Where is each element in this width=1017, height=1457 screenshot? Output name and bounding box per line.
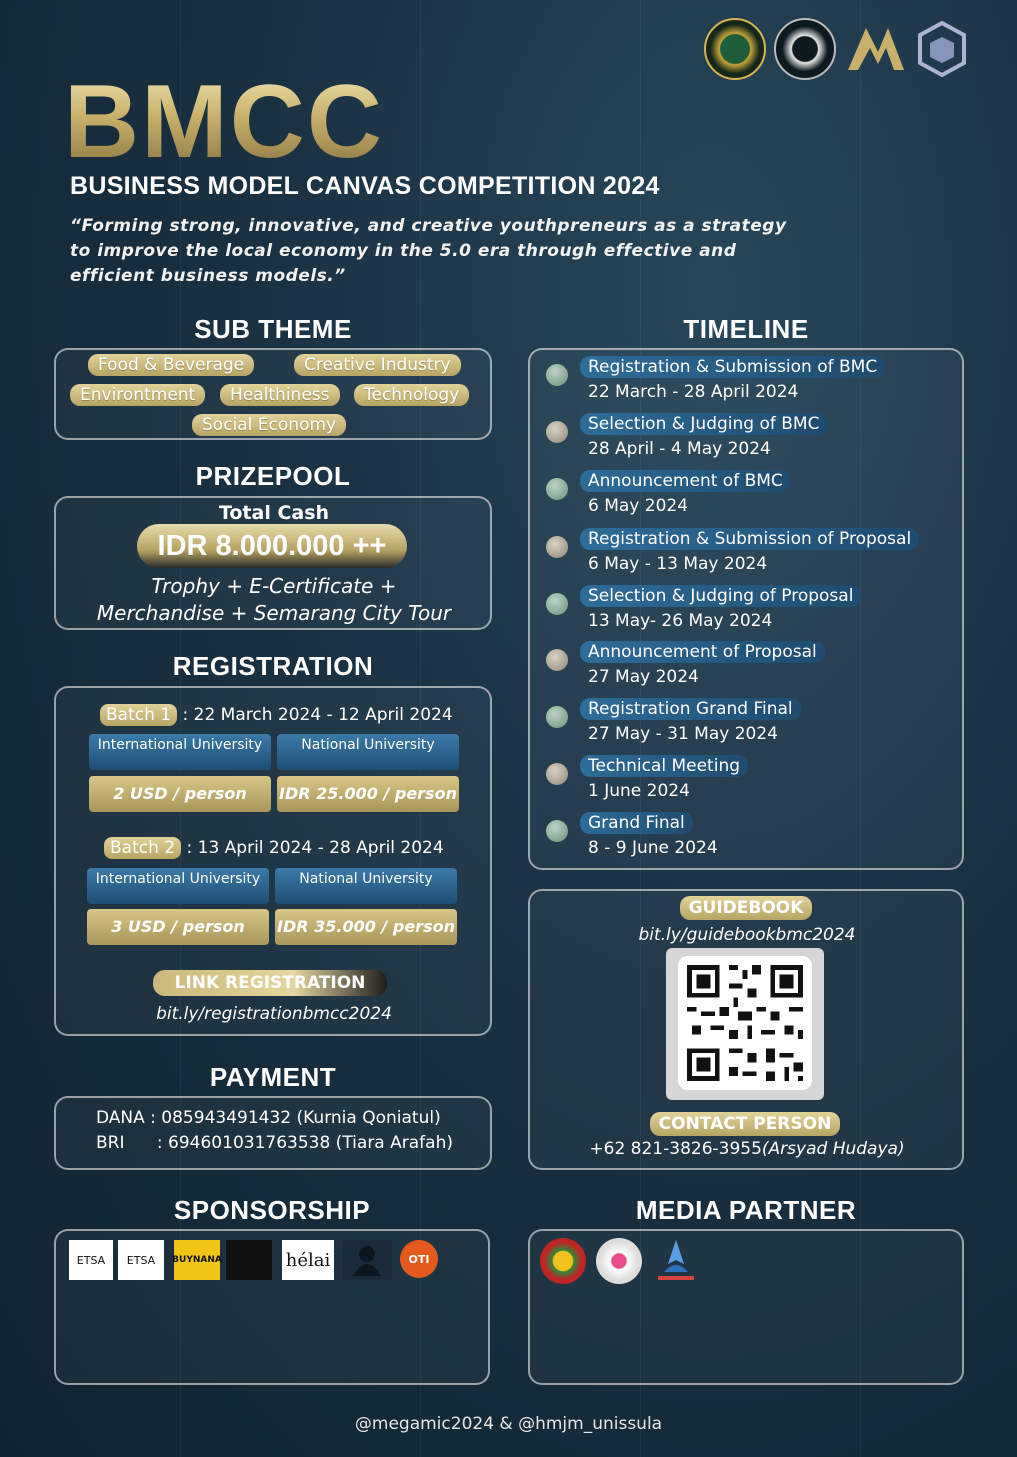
hmjm-logo (774, 18, 836, 80)
timeline-date: 1 June 2024 (588, 781, 690, 801)
timeline-label: Registration & Submission of BMC (580, 356, 885, 378)
media-partner-logo-2 (596, 1238, 642, 1284)
payment-bri: BRI : 694601031763538 (Tiara Arafah) (96, 1133, 453, 1153)
event-title: BMCC (64, 64, 384, 180)
batch-2-label: Batch 2 (104, 837, 181, 859)
batch-2-intl-price: 3 USD / person (87, 909, 269, 945)
cube-logo (916, 19, 968, 79)
timeline-label: Registration & Submission of Proposal (580, 528, 919, 550)
timeline-title: TIMELINE (683, 314, 809, 344)
batch-2-dates (104, 838, 444, 858)
timeline-dot (546, 763, 568, 785)
prize-amount: IDR 8.000.000 ++ (137, 524, 407, 568)
timeline-dot (546, 706, 568, 728)
media-partner-logo-3 (652, 1238, 700, 1284)
media-partner-logo-1 (540, 1238, 586, 1284)
sub-theme-item: Environtment (70, 384, 205, 406)
guidebook-label: GUIDEBOOK (680, 896, 812, 920)
sub-theme-title: SUB THEME (194, 314, 352, 344)
timeline-date: 6 May 2024 (588, 496, 689, 516)
media-partner-box (528, 1229, 964, 1385)
timeline-dot (546, 820, 568, 842)
sponsor-logo: hélai (282, 1240, 334, 1280)
timeline-date: 27 May - 31 May 2024 (588, 724, 778, 744)
batch-1-national-price: IDR 25.000 / person (277, 776, 459, 812)
contact-person (530, 1139, 964, 1159)
contact-phone: +62 821-3826-3955 (589, 1139, 762, 1159)
batch-1-national-label: National University (277, 734, 459, 770)
sponsor-logo: ETSA (118, 1240, 164, 1280)
timeline-date: 13 May- 26 May 2024 (588, 611, 773, 631)
sub-theme-item: Technology (354, 384, 469, 406)
qr-code-frame (666, 948, 824, 1100)
quote-line: efficient business models.” (70, 266, 346, 286)
batch-2-intl-label: International University (87, 868, 269, 904)
timeline-label: Registration Grand Final (580, 698, 801, 720)
batch-1-label: Batch 1 (100, 704, 177, 726)
contact-person-label: CONTACT PERSON (650, 1112, 840, 1136)
timeline-dot (546, 421, 568, 443)
timeline-dot (546, 593, 568, 615)
qr-code-icon (678, 956, 812, 1090)
timeline-label: Selection & Judging of BMC (580, 413, 827, 435)
timeline-date: 27 May 2024 (588, 667, 699, 687)
timeline-dot (546, 536, 568, 558)
total-cash-label: Total Cash (218, 502, 330, 524)
quote-line: to improve the local economy in the 5.0 era through effective and (70, 241, 737, 261)
timeline-date: 28 April - 4 May 2024 (588, 439, 771, 459)
sub-theme-item: Healthiness (220, 384, 340, 406)
prize-line-2: Merchandise + Semarang City Tour (96, 601, 452, 625)
batch-1-intl-label: International University (89, 734, 271, 770)
sub-theme-box (54, 348, 492, 440)
event-subtitle: BUSINESS MODEL CANVAS COMPETITION 2024 (70, 172, 660, 200)
media-partner-title: MEDIA PARTNER (635, 1195, 857, 1225)
timeline-dot (546, 649, 568, 671)
batch-2-national-price: IDR 35.000 / person (275, 909, 457, 945)
sub-theme-item: Food & Beverage (88, 354, 254, 376)
footer-handles: @megamic2024 & @hmjm_unissula (354, 1414, 663, 1434)
sponsor-logo (226, 1240, 272, 1280)
event-quote (70, 214, 790, 289)
quote-line: “Forming strong, innovative, and creative youthpreneurs as a strategy (70, 216, 787, 236)
contact-name: (Arsyad Hudaya) (761, 1139, 905, 1159)
timeline-date: 8 - 9 June 2024 (588, 838, 718, 858)
sponsor-logo (342, 1240, 392, 1280)
sponsor-logo: OTI (400, 1240, 438, 1278)
sub-theme-item: Creative Industry (294, 354, 461, 376)
timeline-label: Announcement of Proposal (580, 641, 825, 663)
timeline-date: 22 March - 28 April 2024 (588, 382, 799, 402)
link-registration-label: LINK REGISTRATION (153, 970, 387, 996)
timeline-label: Grand Final (580, 812, 693, 834)
batch-1-dates (100, 705, 453, 725)
prizepool-title: PRIZEPOOL (195, 461, 351, 491)
prize-line-1: Trophy + E-Certificate + (151, 574, 397, 598)
batch-1-intl-price: 2 USD / person (89, 776, 271, 812)
timeline-label: Technical Meeting (580, 755, 748, 777)
payment-dana: DANA : 085943491432 (Kurnia Qoniatul) (96, 1108, 441, 1128)
timeline-date: 6 May - 13 May 2024 (588, 554, 768, 574)
guidebook-link[interactable]: bit.ly/guidebookbmc2024 (638, 925, 856, 945)
batch-2-range: : 13 April 2024 - 28 April 2024 (181, 838, 444, 858)
timeline-label: Selection & Judging of Proposal (580, 585, 861, 607)
timeline-dot (546, 364, 568, 386)
sponsor-logo: ETSA (69, 1240, 113, 1280)
payment-title: PAYMENT (209, 1062, 337, 1092)
registration-link[interactable]: bit.ly/registrationbmcc2024 (156, 1004, 392, 1024)
sub-theme-item: Social Economy (192, 414, 346, 436)
timeline-dot (546, 478, 568, 500)
header-logos (704, 18, 968, 80)
sponsor-logo: BUYNANA (174, 1240, 220, 1280)
batch-1-range: : 22 March 2024 - 12 April 2024 (177, 705, 453, 725)
m-logo (844, 24, 908, 74)
registration-title: REGISTRATION (172, 651, 374, 681)
unissula-logo (704, 18, 766, 80)
sponsorship-title: SPONSORSHIP (173, 1195, 371, 1225)
batch-2-national-label: National University (275, 868, 457, 904)
timeline-label: Announcement of BMC (580, 470, 791, 492)
